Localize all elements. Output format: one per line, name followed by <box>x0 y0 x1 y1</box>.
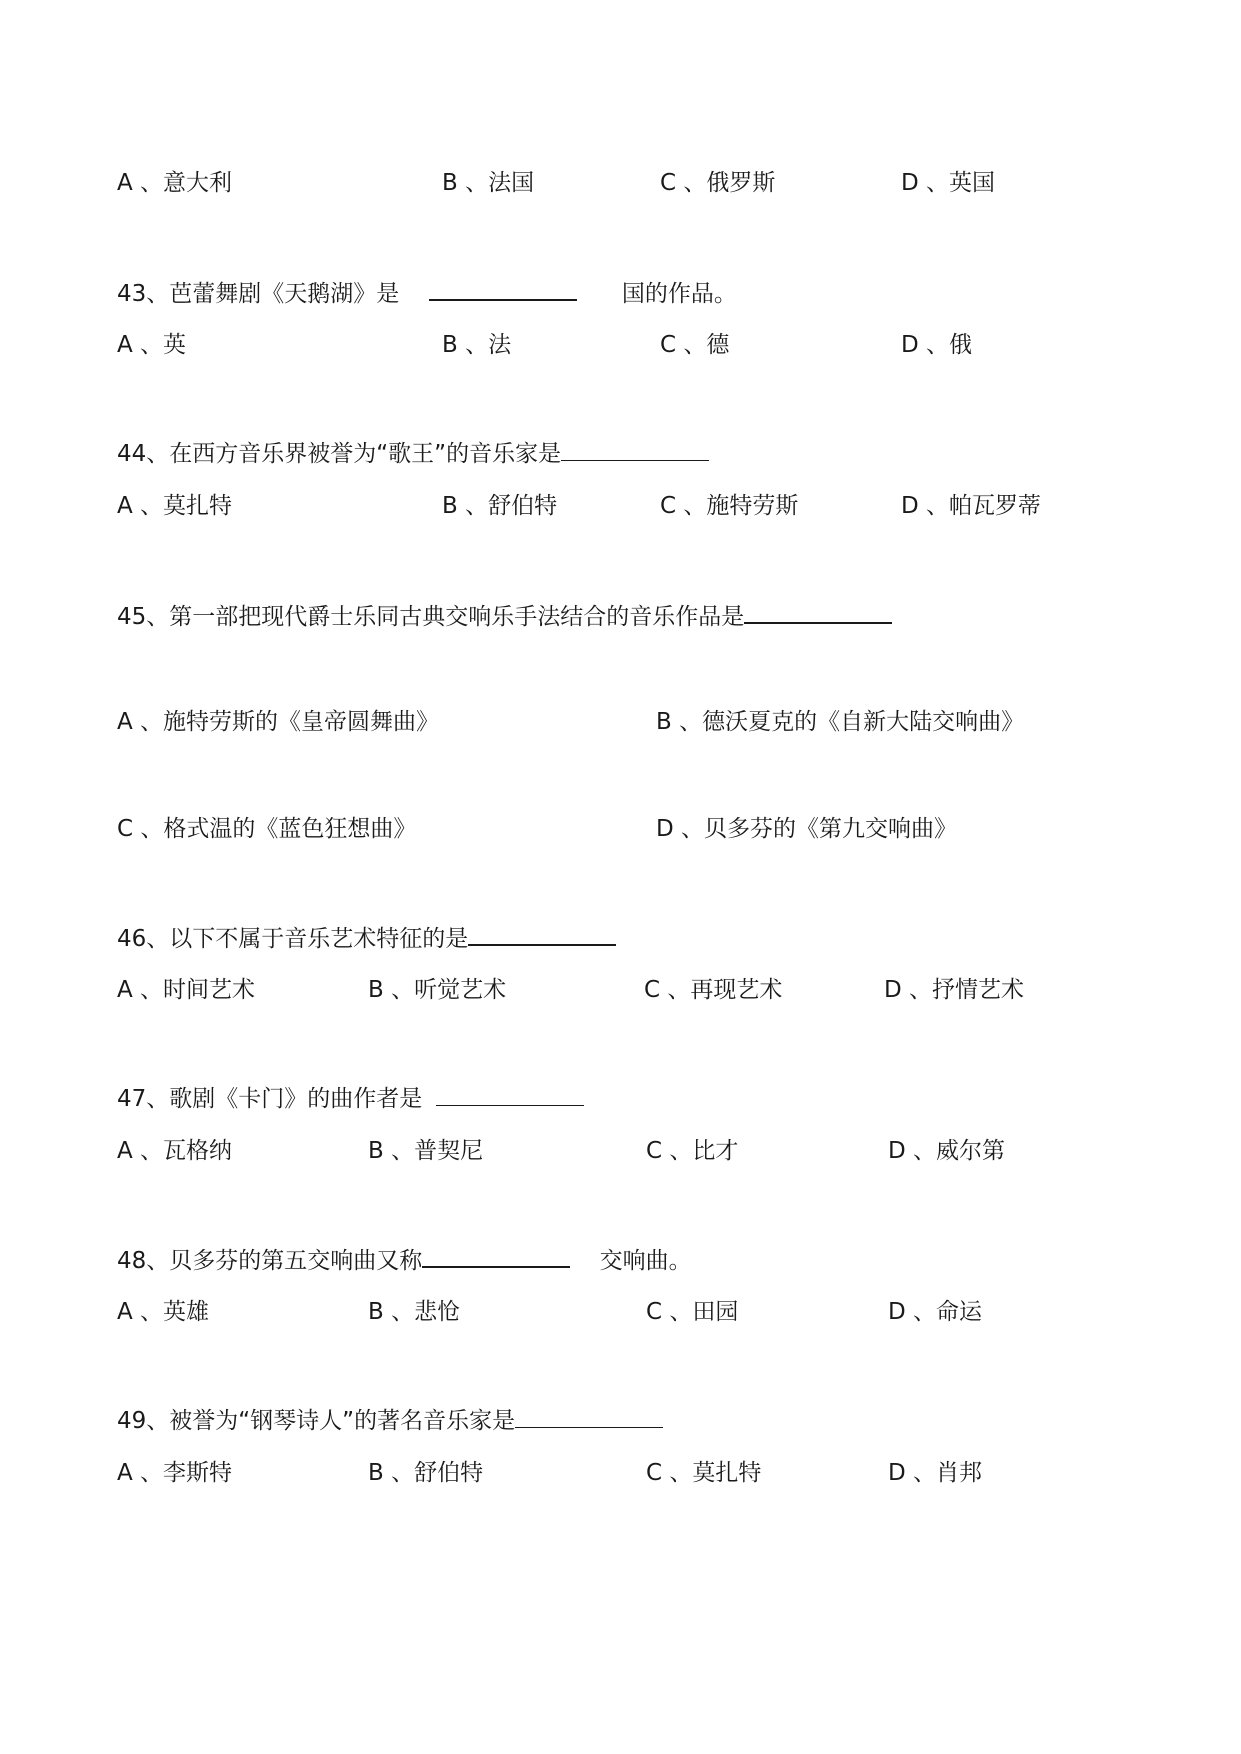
q45-option-b: B 、德沃夏克的《自新大陆交响曲》 <box>656 709 1025 735</box>
q45-option-a: A 、施特劳斯的《皇帝圆舞曲》 <box>117 709 440 735</box>
q42-option-a: A 、意大利 <box>117 170 233 196</box>
q47-answer-blank[interactable] <box>436 1083 584 1106</box>
q47-option-c: C 、比才 <box>646 1138 739 1164</box>
q46-option-c: C 、再现艺术 <box>644 977 783 1003</box>
q47-stem-text: 47、歌剧《卡门》的曲作者是 <box>117 1086 423 1112</box>
q49-option-b: B 、舒伯特 <box>368 1460 484 1486</box>
q43-option-b: B 、法 <box>442 332 512 358</box>
q45-option-c: C 、格式温的《蓝色狂想曲》 <box>117 816 417 842</box>
q44-answer-blank[interactable] <box>561 438 709 461</box>
q49-answer-blank[interactable] <box>515 1405 663 1428</box>
q43-stem <box>117 277 737 309</box>
q44-option-a: A 、莫扎特 <box>117 493 233 519</box>
q47-option-b: B 、普契尼 <box>368 1138 484 1164</box>
q42-option-b: B 、法国 <box>442 170 535 196</box>
q48-option-b: B 、悲怆 <box>368 1299 461 1325</box>
q48-stem <box>117 1244 692 1276</box>
q49-stem <box>117 1405 663 1436</box>
q46-option-a: A 、时间艺术 <box>117 977 256 1003</box>
q44-option-c: C 、施特劳斯 <box>660 493 799 519</box>
q48-option-a: A 、英雄 <box>117 1299 210 1325</box>
q49-option-a: A 、李斯特 <box>117 1460 233 1486</box>
q45-option-d: D 、贝多芬的《第九交响曲》 <box>656 816 958 842</box>
q48-stem-text-end: 交响曲。 <box>599 1248 692 1274</box>
q48-stem-text: 48、贝多芬的第五交响曲又称 <box>117 1248 423 1274</box>
q46-answer-blank[interactable] <box>468 922 616 946</box>
q49-stem-text: 49、被誉为“钢琴诗人”的著名音乐家是 <box>117 1408 516 1434</box>
q43-option-d: D 、俄 <box>901 332 973 358</box>
q43-option-a: A 、英 <box>117 332 187 358</box>
q42-option-c: C 、俄罗斯 <box>660 170 776 196</box>
q46-stem-text: 46、以下不属于音乐艺术特征的是 <box>117 926 469 952</box>
q43-stem-text: 43、芭蕾舞剧《天鹅湖》是 <box>117 281 400 307</box>
q47-option-d: D 、威尔第 <box>888 1138 1006 1164</box>
q46-option-b: B 、听觉艺术 <box>368 977 507 1003</box>
q45-stem-text: 45、第一部把现代爵士乐同古典交响乐手法结合的音乐作品是 <box>117 604 745 630</box>
q46-option-d: D 、抒情艺术 <box>884 977 1025 1003</box>
q44-stem-text: 44、在西方音乐界被誉为“歌王”的音乐家是 <box>117 441 562 467</box>
q45-answer-blank[interactable] <box>744 600 892 624</box>
q45-stem <box>117 600 892 632</box>
q48-option-d: D 、命运 <box>888 1299 983 1325</box>
q49-option-d: D 、肖邦 <box>888 1460 983 1486</box>
q48-answer-blank[interactable] <box>422 1244 570 1268</box>
q44-stem <box>117 438 709 469</box>
q44-option-b: B 、舒伯特 <box>442 493 558 519</box>
q47-stem <box>117 1083 584 1114</box>
q44-option-d: D 、帕瓦罗蒂 <box>901 493 1042 519</box>
q43-answer-blank[interactable] <box>429 277 577 301</box>
q42-option-d: D 、英国 <box>901 170 996 196</box>
q47-option-a: A 、瓦格纳 <box>117 1138 233 1164</box>
q43-stem-text-end: 国的作品。 <box>621 281 737 307</box>
q49-option-c: C 、莫扎特 <box>646 1460 762 1486</box>
q48-option-c: C 、田园 <box>646 1299 739 1325</box>
q43-option-c: C 、德 <box>660 332 730 358</box>
q46-stem <box>117 922 616 954</box>
